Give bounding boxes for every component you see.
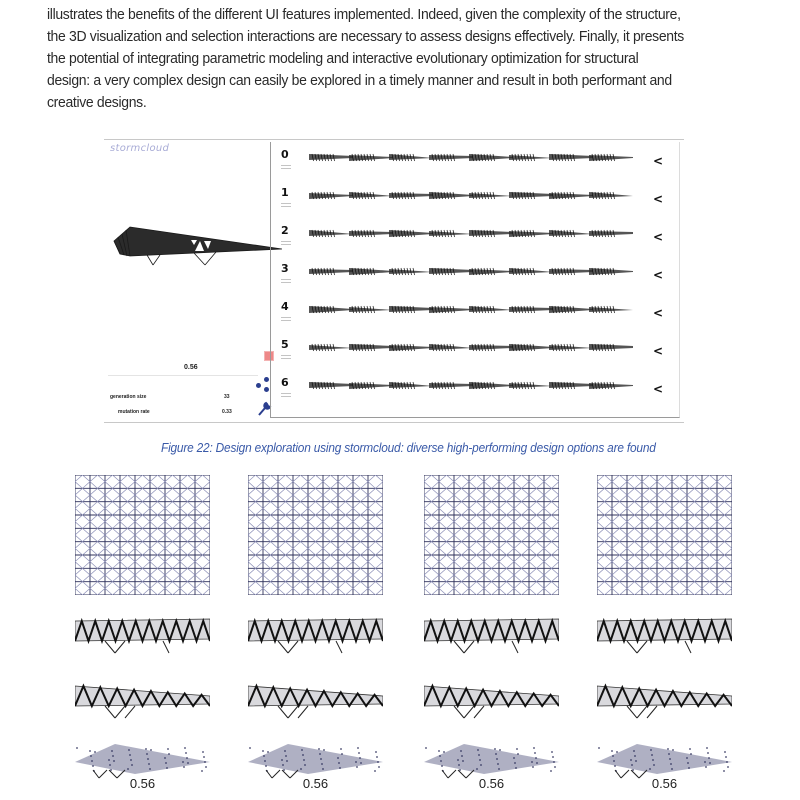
plan-view-drawing	[248, 475, 383, 595]
design-thumbnail[interactable]	[389, 150, 433, 162]
generation-stats	[281, 241, 295, 249]
design-thumbnail[interactable]	[349, 150, 393, 162]
front-elevation-drawing	[597, 680, 732, 720]
design-thumbnail[interactable]	[509, 378, 553, 390]
perspective-drawing	[597, 740, 732, 780]
plan-view-drawing	[424, 475, 559, 595]
design-thumbnail[interactable]	[509, 226, 553, 238]
side-elevation-drawing	[248, 615, 383, 655]
design-thumbnail[interactable]	[589, 302, 633, 314]
generation-row	[271, 220, 679, 258]
mutation-rate-label: mutation rate	[118, 409, 150, 415]
design-thumbnail[interactable]	[429, 340, 473, 352]
paragraph-line: creative designs.	[47, 94, 147, 111]
design-thumbnail[interactable]	[589, 226, 633, 238]
design-thumbnail[interactable]	[589, 340, 633, 352]
generation-row	[271, 334, 679, 372]
selected-design-preview[interactable]	[112, 209, 282, 269]
design-thumbnail[interactable]	[509, 302, 553, 314]
population-dot-icon[interactable]	[264, 377, 269, 382]
design-thumbnail[interactable]	[429, 226, 473, 238]
design-thumbnail[interactable]	[589, 378, 633, 390]
side-elevation-drawing	[424, 615, 559, 655]
generation-size-label: generation size	[110, 394, 147, 400]
body-paragraph	[47, 4, 709, 114]
design-score: 0.56	[651, 776, 678, 791]
design-thumbnail[interactable]	[309, 188, 353, 200]
design-thumbnail[interactable]	[349, 302, 393, 314]
design-thumbnail[interactable]	[389, 378, 433, 390]
design-thumbnail[interactable]	[469, 150, 513, 162]
design-thumbnail[interactable]	[509, 188, 553, 200]
perspective-drawing	[75, 740, 210, 780]
design-thumbnail[interactable]	[349, 340, 393, 352]
chevron-left-icon[interactable]: <	[652, 306, 663, 320]
design-thumbnail[interactable]	[389, 302, 433, 314]
design-thumbnail[interactable]	[309, 378, 353, 390]
frame-divider	[104, 422, 684, 423]
design-option	[75, 470, 215, 795]
design-thumbnail[interactable]	[389, 226, 433, 238]
chevron-left-icon[interactable]: <	[652, 192, 663, 206]
perspective-drawing	[424, 740, 559, 780]
design-thumbnail[interactable]	[469, 378, 513, 390]
design-thumbnail[interactable]	[469, 340, 513, 352]
design-thumbnail[interactable]	[349, 188, 393, 200]
design-thumbnail[interactable]	[469, 188, 513, 200]
design-thumbnail[interactable]	[309, 226, 353, 238]
design-thumbnail[interactable]	[589, 150, 633, 162]
design-thumbnail[interactable]	[549, 340, 593, 352]
figure-caption: Figure 22: Design exploration using stormcloud: diverse high-performing design options are found	[161, 441, 656, 455]
design-thumbnail[interactable]	[309, 302, 353, 314]
design-thumbnail[interactable]	[509, 264, 553, 276]
generation-number: 0	[281, 148, 289, 161]
chevron-left-icon[interactable]: <	[652, 382, 663, 396]
generation-stats	[281, 203, 295, 211]
paragraph-line: design: a very complex design can easily be explored in a timely manner and result in both performant and	[47, 72, 672, 89]
design-score: 0.56	[478, 776, 505, 791]
design-thumbnail[interactable]	[549, 226, 593, 238]
generation-stats	[281, 355, 295, 363]
design-thumbnail[interactable]	[549, 150, 593, 162]
plan-view-drawing	[597, 475, 732, 595]
generation-stats	[281, 317, 295, 325]
design-thumbnail[interactable]	[429, 378, 473, 390]
design-thumbnail[interactable]	[469, 302, 513, 314]
paragraph-line: the 3D visualization and selection interactions are necessary to assess designs effectively. Finally, it presents	[47, 28, 684, 45]
population-dot-icon[interactable]	[256, 383, 261, 388]
design-thumbnail[interactable]	[469, 226, 513, 238]
generation-row	[271, 296, 679, 334]
design-thumbnail[interactable]	[349, 264, 393, 276]
design-thumbnail[interactable]	[389, 340, 433, 352]
generation-row	[271, 258, 679, 296]
side-elevation-drawing	[597, 615, 732, 655]
design-thumbnail[interactable]	[589, 188, 633, 200]
front-elevation-drawing	[75, 680, 210, 720]
design-thumbnail[interactable]	[309, 264, 353, 276]
design-thumbnail[interactable]	[309, 150, 353, 162]
generation-number: 3	[281, 262, 289, 275]
design-thumbnail[interactable]	[469, 264, 513, 276]
panel-divider	[108, 375, 258, 376]
app-title: stormcloud	[110, 143, 170, 154]
mutation-rate-value[interactable]: 0.33	[222, 409, 232, 415]
population-dot-icon[interactable]	[264, 387, 269, 392]
design-option	[597, 470, 737, 795]
generation-size-value[interactable]: 33	[224, 394, 230, 400]
design-thumbnail[interactable]	[589, 264, 633, 276]
chevron-left-icon[interactable]: <	[652, 230, 663, 244]
generation-number: 1	[281, 186, 289, 199]
generation-row	[271, 372, 679, 410]
generation-stats	[281, 279, 295, 287]
generation-number: 4	[281, 300, 289, 313]
design-thumbnail[interactable]	[509, 150, 553, 162]
design-score: 0.56	[129, 776, 156, 791]
generation-row	[271, 182, 679, 220]
paragraph-line: the potential of integrating parametric modeling and interactive evolutionary optimization for structural	[47, 50, 639, 67]
design-option	[424, 470, 564, 795]
design-thumbnail[interactable]	[429, 264, 473, 276]
design-thumbnail[interactable]	[349, 378, 393, 390]
generation-stats	[281, 393, 295, 401]
chevron-left-icon[interactable]: <	[652, 344, 663, 358]
stormcloud-screenshot	[104, 139, 684, 422]
generation-row	[271, 144, 679, 182]
design-thumbnail[interactable]	[549, 188, 593, 200]
design-grid	[270, 142, 680, 418]
design-thumbnail[interactable]	[389, 188, 433, 200]
design-thumbnail[interactable]	[389, 264, 433, 276]
generation-number: 5	[281, 338, 289, 351]
design-thumbnail[interactable]	[429, 150, 473, 162]
design-thumbnail[interactable]	[429, 302, 473, 314]
design-score: 0.56	[302, 776, 329, 791]
front-elevation-drawing	[424, 680, 559, 720]
design-option	[248, 470, 388, 795]
plan-view-drawing	[75, 475, 210, 595]
generation-number: 6	[281, 376, 289, 389]
design-thumbnail[interactable]	[549, 378, 593, 390]
design-thumbnail[interactable]	[349, 226, 393, 238]
generation-stats	[281, 165, 295, 173]
generation-number: 2	[281, 224, 289, 237]
paragraph-line: illustrates the benefits of the different UI features implemented. Indeed, given the complexity of the structure,	[47, 6, 681, 23]
side-elevation-drawing	[75, 615, 210, 655]
perspective-drawing	[248, 740, 383, 780]
design-thumbnail[interactable]	[429, 188, 473, 200]
chevron-left-icon[interactable]: <	[652, 268, 663, 282]
front-elevation-drawing	[248, 680, 383, 720]
chevron-left-icon[interactable]: <	[652, 154, 663, 168]
frame-divider	[104, 139, 684, 140]
design-thumbnail[interactable]	[509, 340, 553, 352]
design-thumbnail[interactable]	[549, 302, 593, 314]
design-thumbnail[interactable]	[549, 264, 593, 276]
design-thumbnail[interactable]	[309, 340, 353, 352]
selected-score: 0.56	[184, 364, 198, 371]
